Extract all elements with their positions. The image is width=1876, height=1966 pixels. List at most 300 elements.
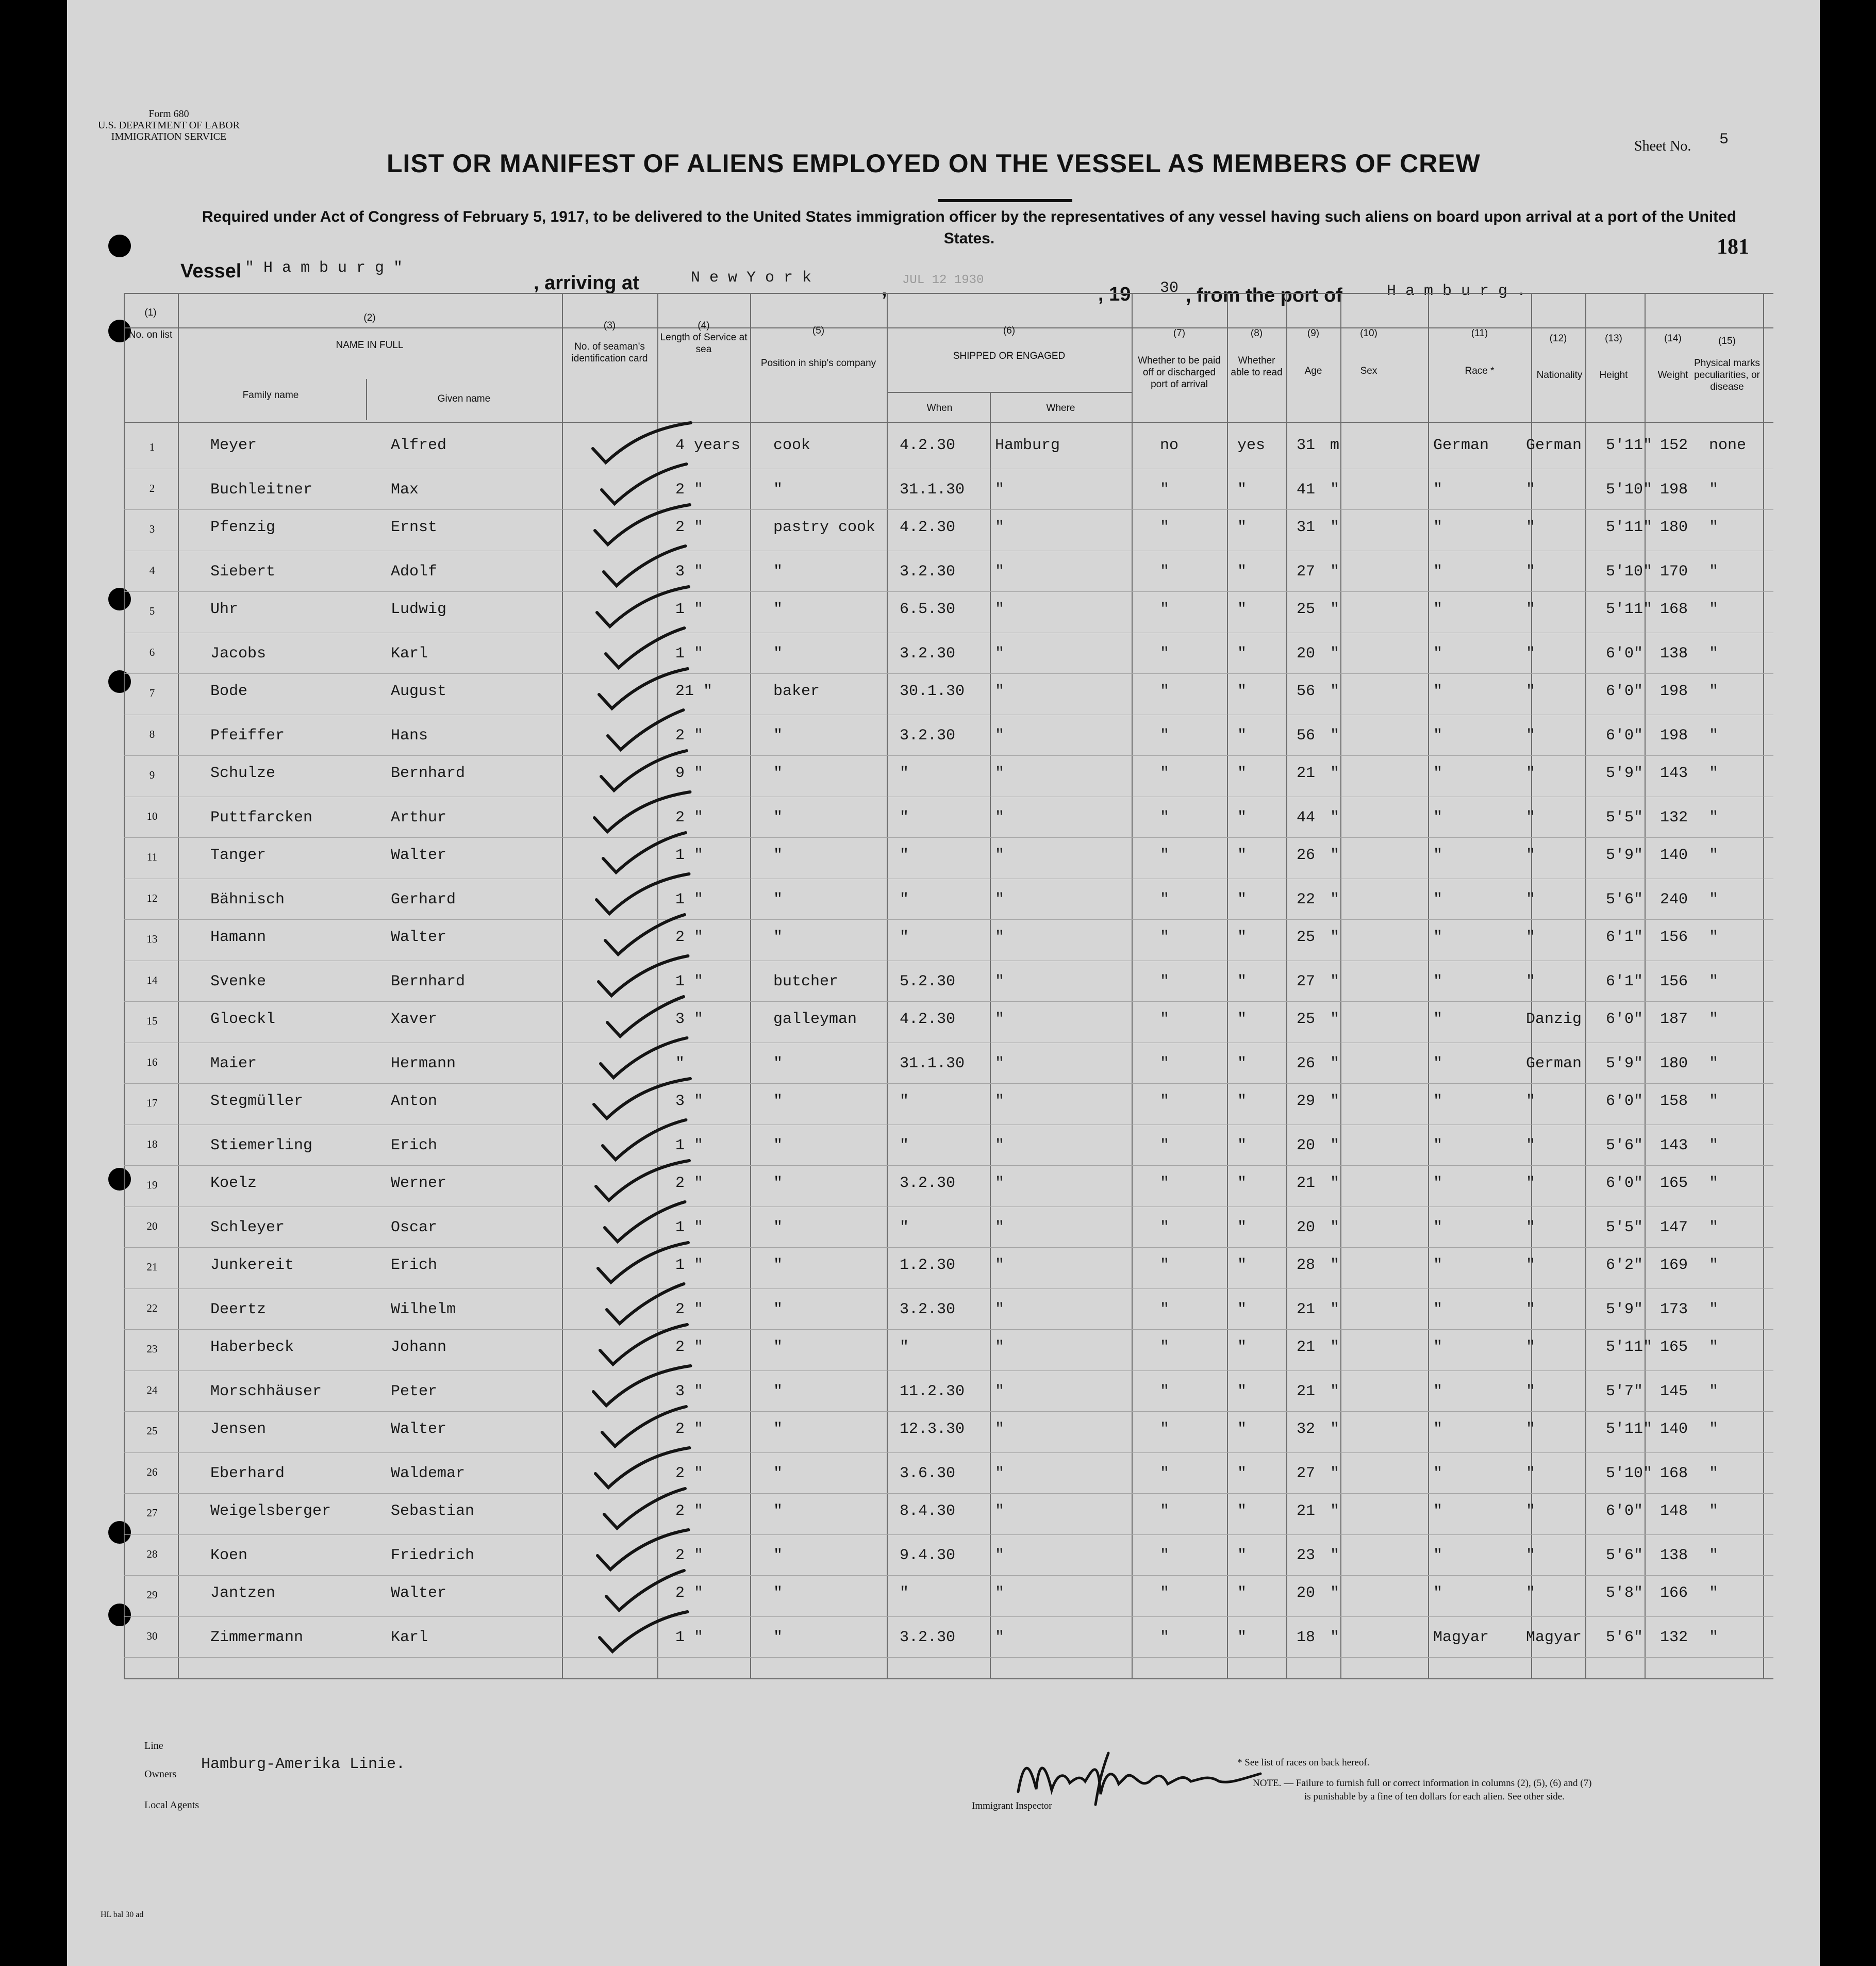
table-top-rule: [124, 293, 1773, 294]
row-shipped-when: ": [900, 929, 909, 946]
line-label: Line: [144, 1740, 163, 1752]
row-paid-off: ": [1160, 765, 1170, 782]
checkmark-icon: [521, 871, 711, 918]
column-divider: [1340, 293, 1341, 1678]
row-sex: ": [1330, 1218, 1340, 1236]
row-able-to-read: ": [1237, 645, 1247, 663]
row-age: 25: [1297, 1011, 1316, 1028]
row-paid-off: ": [1160, 972, 1170, 990]
row-position: ": [773, 847, 783, 864]
row-shipped-where: ": [995, 1628, 1005, 1646]
row-given-name: Hermann: [391, 1054, 456, 1072]
row-paid-off: ": [1160, 1502, 1170, 1520]
row-race: ": [1433, 1136, 1443, 1154]
col-header-paid-off: (7) Whether to be paid off or discharged port of arrival: [1138, 328, 1221, 390]
row-race: ": [1433, 1382, 1443, 1400]
row-marks: ": [1709, 972, 1719, 990]
row-marks: ": [1709, 929, 1719, 946]
row-shipped-when: 1.2.30: [900, 1257, 956, 1274]
row-marks: ": [1709, 847, 1719, 864]
row-weight: 148: [1660, 1502, 1688, 1520]
row-able-to-read: ": [1237, 1136, 1247, 1154]
row-number: 25: [146, 1425, 158, 1437]
department-name: U.S. DEPARTMENT OF LABOR: [98, 120, 240, 131]
row-shipped-when: 12.3.30: [900, 1420, 965, 1438]
row-family-name: Junkereit: [210, 1257, 294, 1274]
row-shipped-when: ": [900, 765, 909, 782]
row-able-to-read: ": [1237, 929, 1247, 946]
row-nationality: ": [1526, 1546, 1536, 1564]
col-header-card: (3) No. of seaman's identification card: [571, 320, 648, 364]
row-marks: ": [1709, 481, 1719, 499]
row-nationality: German: [1526, 437, 1582, 454]
row-position: ": [773, 765, 783, 782]
row-shipped-where: ": [995, 1300, 1005, 1318]
row-age: 21: [1297, 1502, 1316, 1520]
row-height: 5'9": [1606, 1054, 1643, 1072]
row-able-to-read: ": [1237, 481, 1247, 499]
row-number: 15: [146, 1015, 158, 1027]
row-height: 5'11": [1606, 1420, 1653, 1438]
row-age: 29: [1297, 1093, 1316, 1110]
row-shipped-where: ": [995, 519, 1005, 536]
page-number: 181: [1717, 235, 1749, 259]
row-paid-off: ": [1160, 1218, 1170, 1236]
row-race: ": [1433, 1093, 1443, 1110]
row-age: 21: [1297, 765, 1316, 782]
row-rule: [124, 1247, 1773, 1248]
row-rule: [124, 673, 1773, 674]
row-given-name: Walter: [391, 1420, 447, 1438]
row-nationality: ": [1526, 1136, 1536, 1154]
row-rule: [124, 1534, 1773, 1535]
row-position: ": [773, 929, 783, 946]
row-race: ": [1433, 726, 1443, 745]
row-marks: ": [1709, 1464, 1719, 1482]
row-given-name: Anton: [391, 1093, 438, 1110]
row-age: 21: [1297, 1339, 1316, 1356]
row-weight: 168: [1660, 1464, 1688, 1482]
row-nationality: ": [1526, 847, 1536, 864]
row-nationality: ": [1526, 972, 1536, 990]
checkmark-icon: [521, 1609, 711, 1656]
row-family-name: Weigelsberger: [210, 1502, 331, 1520]
row-age: 23: [1297, 1546, 1316, 1564]
row-shipped-when: ": [900, 1339, 909, 1356]
row-race: ": [1433, 1054, 1443, 1072]
row-nationality: ": [1526, 929, 1536, 946]
sheet-number-value: 5: [1719, 131, 1729, 148]
row-rule: [124, 755, 1773, 756]
row-shipped-when: 9.4.30: [900, 1546, 956, 1564]
row-service-length: 1 ": [675, 1136, 704, 1154]
inspector-label: Immigrant Inspector: [972, 1800, 1052, 1811]
column-divider: [366, 379, 367, 420]
row-given-name: Bernhard: [391, 972, 466, 990]
row-family-name: Stiemerling: [210, 1136, 313, 1154]
row-given-name: Xaver: [391, 1011, 438, 1028]
row-rule: [124, 1001, 1773, 1002]
row-weight: 156: [1660, 972, 1688, 990]
row-able-to-read: ": [1237, 726, 1247, 745]
row-weight: 152: [1660, 437, 1688, 454]
row-weight: 165: [1660, 1339, 1688, 1356]
row-nationality: ": [1526, 645, 1536, 663]
col-header-no: (1) No. on list: [128, 307, 173, 340]
row-nationality: German: [1526, 1054, 1582, 1072]
row-shipped-where: ": [995, 1257, 1005, 1274]
row-able-to-read: ": [1237, 808, 1247, 827]
row-family-name: Pfenzig: [210, 519, 276, 536]
row-marks: ": [1709, 1502, 1719, 1520]
row-shipped-when: 30.1.30: [900, 683, 965, 700]
row-nationality: ": [1526, 601, 1536, 618]
row-race: ": [1433, 929, 1443, 946]
row-paid-off: ": [1160, 563, 1170, 581]
shipped-subheader-rule: [887, 392, 1132, 393]
row-sex: ": [1330, 1502, 1340, 1520]
row-age: 31: [1297, 437, 1316, 454]
row-number: 14: [146, 973, 158, 986]
checkmark-icon: [521, 912, 711, 959]
row-given-name: Alfred: [391, 437, 447, 454]
checkmark-icon: [521, 502, 711, 549]
row-able-to-read: ": [1237, 1093, 1247, 1110]
row-race: ": [1433, 683, 1443, 700]
row-race: ": [1433, 1257, 1443, 1274]
row-weight: 187: [1660, 1011, 1688, 1028]
row-position: cook: [773, 437, 811, 454]
owners-value: Hamburg-Amerika Linie.: [201, 1756, 406, 1773]
row-position: ": [773, 726, 783, 745]
row-shipped-where: ": [995, 847, 1005, 864]
row-race: ": [1433, 808, 1443, 827]
row-paid-off: ": [1160, 1136, 1170, 1154]
checkmark-icon: [521, 748, 711, 795]
row-position: ": [773, 563, 783, 581]
row-marks: ": [1709, 1093, 1719, 1110]
row-shipped-where: ": [995, 726, 1005, 745]
row-sex: ": [1330, 847, 1340, 864]
row-service-length: 2 ": [675, 929, 704, 946]
row-height: 6'0": [1606, 1502, 1643, 1520]
row-shipped-when: 3.2.30: [900, 1300, 956, 1318]
row-shipped-when: 4.2.30: [900, 437, 956, 454]
row-nationality: ": [1526, 481, 1536, 499]
row-height: 5'9": [1606, 1300, 1643, 1318]
row-shipped-where: ": [995, 1093, 1005, 1110]
row-position: ": [773, 1546, 783, 1564]
column-divider: [750, 293, 751, 1678]
row-shipped-when: 11.2.30: [900, 1382, 965, 1400]
year-label: , 19: [1098, 284, 1131, 305]
row-age: 22: [1297, 890, 1316, 908]
row-marks: ": [1709, 808, 1719, 827]
row-marks: ": [1709, 1136, 1719, 1154]
row-service-length: 2 ": [675, 726, 704, 745]
row-family-name: Haberbeck: [210, 1339, 294, 1356]
row-able-to-read: ": [1237, 765, 1247, 782]
row-family-name: Pfeiffer: [210, 726, 285, 745]
row-family-name: Tanger: [210, 847, 267, 864]
row-number: 20: [146, 1219, 158, 1232]
row-number: 7: [149, 687, 155, 699]
penalty-note-continued: is punishable by a fine of ten dollars for each alien. See other side.: [1304, 1791, 1565, 1802]
row-number: 16: [146, 1055, 158, 1068]
row-number: 1: [149, 441, 155, 453]
row-given-name: Waldemar: [391, 1464, 466, 1482]
row-rule: [124, 1493, 1773, 1494]
row-age: 20: [1297, 645, 1316, 663]
row-family-name: Morschhäuser: [210, 1382, 322, 1400]
row-family-name: Schleyer: [210, 1218, 285, 1236]
column-divider: [124, 293, 125, 1678]
row-age: 32: [1297, 1420, 1316, 1438]
col-header-when: When: [926, 403, 953, 414]
row-race: ": [1433, 645, 1443, 663]
row-height: 6'1": [1606, 929, 1643, 946]
row-shipped-where: ": [995, 929, 1005, 946]
col-header-service: (4) Length of Service at sea: [660, 320, 748, 355]
row-race: ": [1433, 1420, 1443, 1438]
row-height: 5'9": [1606, 847, 1643, 864]
row-marks: ": [1709, 1300, 1719, 1318]
checkmark-icon: [521, 1527, 711, 1574]
row-able-to-read: ": [1237, 1339, 1247, 1356]
row-nationality: ": [1526, 1464, 1536, 1482]
row-nationality: ": [1526, 765, 1536, 782]
row-number: 9: [149, 769, 155, 781]
row-weight: 143: [1660, 1136, 1688, 1154]
row-number: 5: [149, 605, 155, 617]
row-able-to-read: ": [1237, 1464, 1247, 1482]
row-given-name: Max: [391, 481, 419, 499]
row-position: ": [773, 1218, 783, 1236]
row-shipped-when: 3.2.30: [900, 645, 956, 663]
row-weight: 168: [1660, 601, 1688, 618]
row-race: ": [1433, 1339, 1443, 1356]
row-family-name: Maier: [210, 1054, 257, 1072]
column-divider: [178, 293, 179, 1678]
row-given-name: Peter: [391, 1382, 438, 1400]
checkmark-icon: [521, 1035, 711, 1082]
row-height: 5'9": [1606, 765, 1643, 782]
row-race: ": [1433, 890, 1443, 908]
form-department-block: [98, 108, 240, 142]
row-shipped-where: ": [995, 563, 1005, 581]
row-position: ": [773, 481, 783, 499]
row-position: ": [773, 890, 783, 908]
row-age: 27: [1297, 1464, 1316, 1482]
row-sex: ": [1330, 645, 1340, 663]
row-paid-off: ": [1160, 808, 1170, 827]
row-height: 5'6": [1606, 1628, 1643, 1646]
row-service-length: 2 ": [675, 1464, 704, 1482]
row-shipped-where: ": [995, 1502, 1005, 1520]
row-sex: ": [1330, 1464, 1340, 1482]
row-service-length: 2 ": [675, 481, 704, 499]
row-paid-off: ": [1160, 1464, 1170, 1482]
row-able-to-read: ": [1237, 1218, 1247, 1236]
row-given-name: Bernhard: [391, 765, 466, 782]
row-able-to-read: yes: [1237, 437, 1266, 454]
row-weight: 138: [1660, 645, 1688, 663]
row-able-to-read: ": [1237, 1175, 1247, 1192]
row-sex: ": [1330, 972, 1340, 990]
row-shipped-where: ": [995, 1546, 1005, 1564]
row-given-name: Erich: [391, 1257, 438, 1274]
row-paid-off: ": [1160, 1339, 1170, 1356]
row-marks: ": [1709, 1257, 1719, 1274]
row-position: baker: [773, 683, 820, 700]
row-weight: 198: [1660, 683, 1688, 700]
row-service-length: 3 ": [675, 1093, 704, 1110]
row-marks: ": [1709, 1339, 1719, 1356]
row-family-name: Svenke: [210, 972, 267, 990]
row-service-length: 2 ": [675, 1300, 704, 1318]
row-service-length: 3 ": [675, 563, 704, 581]
row-service-length: 1 ": [675, 1218, 704, 1236]
row-service-length: 2 ": [675, 1420, 704, 1438]
row-service-length: ": [675, 1054, 685, 1072]
row-weight: 173: [1660, 1300, 1688, 1318]
row-family-name: Jantzen: [210, 1584, 276, 1602]
row-weight: 143: [1660, 765, 1688, 782]
row-height: 6'0": [1606, 1093, 1643, 1110]
row-given-name: Adolf: [391, 563, 438, 581]
row-shipped-when: 31.1.30: [900, 481, 965, 499]
row-rule: [124, 1370, 1773, 1371]
row-shipped-when: ": [900, 1218, 909, 1236]
row-shipped-where: ": [995, 1218, 1005, 1236]
row-family-name: Jensen: [210, 1420, 267, 1438]
row-age: 26: [1297, 847, 1316, 864]
row-height: 5'6": [1606, 890, 1643, 908]
header-bottom-rule: [124, 422, 1773, 423]
checkmark-icon: [521, 666, 711, 713]
row-given-name: Werner: [391, 1175, 447, 1192]
row-shipped-when: 5.2.30: [900, 972, 956, 990]
row-shipped-where: ": [995, 1175, 1005, 1192]
row-sex: ": [1330, 1382, 1340, 1400]
row-age: 56: [1297, 726, 1316, 745]
row-height: 5'11": [1606, 519, 1653, 536]
row-marks: ": [1709, 563, 1719, 581]
row-family-name: Buchleitner: [210, 481, 313, 499]
row-marks: ": [1709, 1420, 1719, 1438]
column-divider: [1585, 293, 1586, 1678]
row-weight: 138: [1660, 1546, 1688, 1564]
row-given-name: August: [391, 683, 447, 700]
row-service-length: 1 ": [675, 645, 704, 663]
row-sex: ": [1330, 808, 1340, 827]
row-given-name: Arthur: [391, 808, 447, 827]
row-race: ": [1433, 601, 1443, 618]
row-shipped-where: ": [995, 1420, 1005, 1438]
row-sex: ": [1330, 1093, 1340, 1110]
row-family-name: Jacobs: [210, 645, 267, 663]
row-able-to-read: ": [1237, 601, 1247, 618]
row-sex: ": [1330, 1175, 1340, 1192]
row-weight: 156: [1660, 929, 1688, 946]
row-weight: 198: [1660, 726, 1688, 745]
row-race: ": [1433, 847, 1443, 864]
row-shipped-where: Hamburg: [995, 437, 1060, 454]
row-service-length: 2 ": [675, 1584, 704, 1602]
row-paid-off: ": [1160, 1628, 1170, 1646]
row-weight: 145: [1660, 1382, 1688, 1400]
row-position: ": [773, 1584, 783, 1602]
row-weight: 240: [1660, 890, 1688, 908]
row-number: 12: [146, 891, 158, 904]
row-age: 21: [1297, 1382, 1316, 1400]
row-shipped-where: ": [995, 972, 1005, 990]
row-weight: 180: [1660, 519, 1688, 536]
vessel-label: Vessel: [180, 260, 242, 282]
owners-label: Owners: [144, 1769, 177, 1780]
row-family-name: Zimmermann: [210, 1628, 304, 1646]
row-nationality: ": [1526, 519, 1536, 536]
column-divider: [990, 392, 991, 1678]
row-able-to-read: ": [1237, 847, 1247, 864]
row-weight: 132: [1660, 808, 1688, 827]
row-height: 6'0": [1606, 645, 1643, 663]
row-family-name: Siebert: [210, 563, 276, 581]
row-given-name: Sebastian: [391, 1502, 475, 1520]
row-sex: ": [1330, 1339, 1340, 1356]
row-nationality: ": [1526, 726, 1536, 745]
row-given-name: Gerhard: [391, 890, 456, 908]
row-sex: ": [1330, 929, 1340, 946]
row-able-to-read: ": [1237, 1502, 1247, 1520]
row-marks: ": [1709, 683, 1719, 700]
checkmark-icon: [521, 543, 711, 590]
row-shipped-when: 3.2.30: [900, 1628, 956, 1646]
row-family-name: Hamann: [210, 929, 267, 946]
row-paid-off: ": [1160, 519, 1170, 536]
row-height: 6'1": [1606, 972, 1643, 990]
row-race: Magyar: [1433, 1628, 1489, 1646]
row-service-length: 4 years: [675, 437, 741, 454]
row-given-name: Wilhelm: [391, 1300, 456, 1318]
row-sex: ": [1330, 683, 1340, 700]
table-bottom-rule: [124, 1678, 1773, 1679]
row-age: 26: [1297, 1054, 1316, 1072]
row-paid-off: ": [1160, 1382, 1170, 1400]
row-position: ": [773, 1339, 783, 1356]
row-able-to-read: ": [1237, 1382, 1247, 1400]
row-paid-off: ": [1160, 1054, 1170, 1072]
checkmark-icon: [521, 584, 711, 631]
row-nationality: ": [1526, 1382, 1536, 1400]
row-sex: ": [1330, 1300, 1340, 1318]
vessel-name: " H a m b u r g ": [245, 259, 403, 277]
row-age: 18: [1297, 1628, 1316, 1646]
row-weight: 198: [1660, 481, 1688, 499]
row-shipped-where: ": [995, 808, 1005, 827]
row-height: 5'11": [1606, 601, 1653, 618]
row-family-name: Stegmüller: [210, 1093, 304, 1110]
row-shipped-when: ": [900, 1093, 909, 1110]
row-sex: ": [1330, 1420, 1340, 1438]
row-height: 5'6": [1606, 1546, 1643, 1564]
departure-port-label: , from the port of: [1186, 285, 1342, 306]
row-number: 21: [146, 1261, 158, 1273]
row-sex: ": [1330, 1546, 1340, 1564]
row-rule: [124, 591, 1773, 592]
row-marks: ": [1709, 1584, 1719, 1602]
row-service-length: 1 ": [675, 972, 704, 990]
